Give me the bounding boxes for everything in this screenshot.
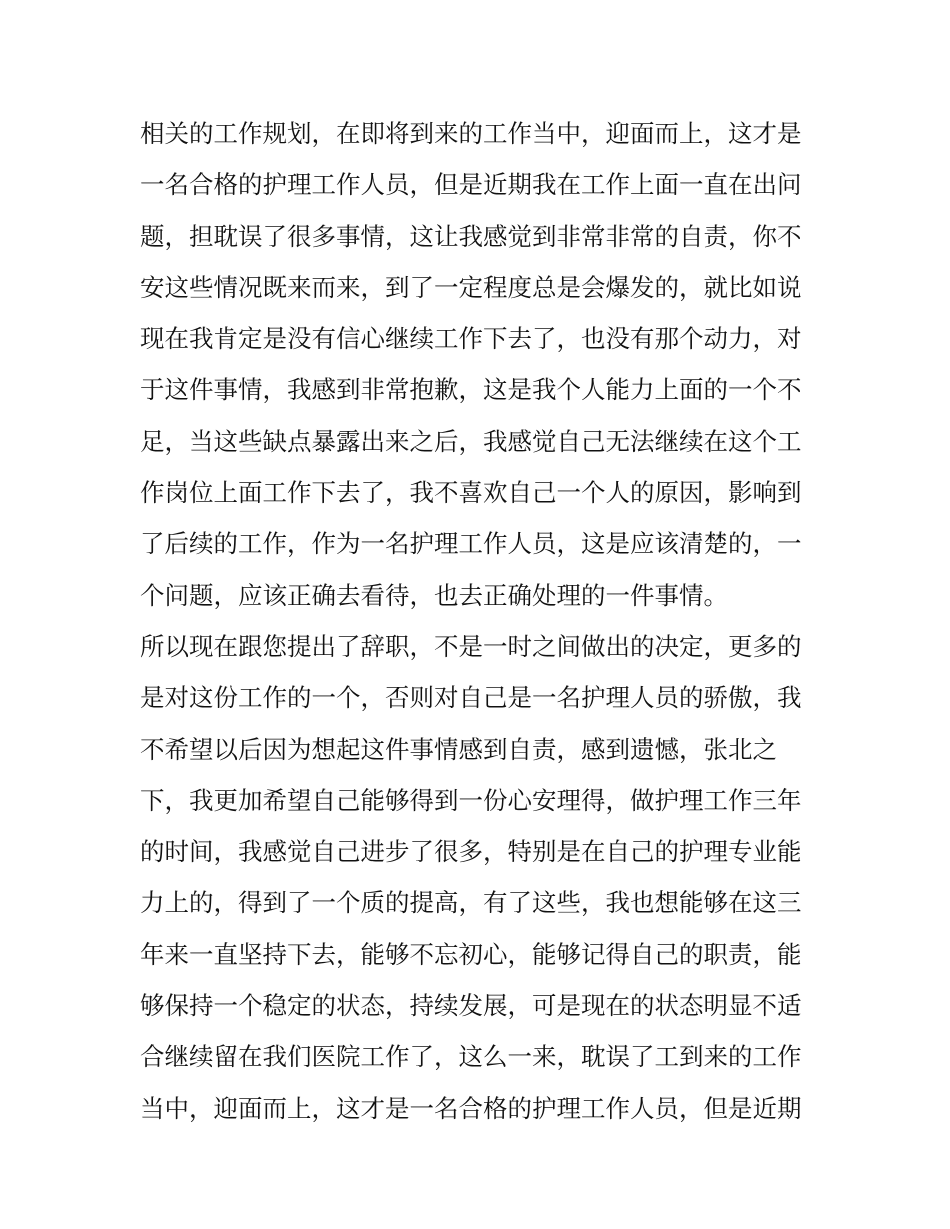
text-line: 作岗位上面工作下去了，我不喜欢自己一个人的原因，影响到 xyxy=(140,478,802,508)
text-line: 的时间，我感觉自己进步了很多，特别是在自己的护理专业能 xyxy=(140,837,802,867)
text-line: 一名合格的护理工作人员，但是近期我在工作上面一直在出问 xyxy=(140,170,802,200)
text-line: 于这件事情，我感到非常抱歉，这是我个人能力上面的一个不 xyxy=(140,375,802,405)
text-line: 了后续的工作，作为一名护理工作人员，这是应该清楚的，一 xyxy=(140,529,802,559)
text-line: 合继续留在我们医院工作了，这么一来，耽误了工到来的工作 xyxy=(140,1042,802,1072)
text-line: 不希望以后因为想起这件事情感到自责，感到遗憾，张北之 xyxy=(140,734,777,764)
text-line: 是对这份工作的一个，否则对自己是一名护理人员的骄傲，我 xyxy=(140,683,802,713)
text-line: 题，担耽误了很多事情，这让我感觉到非常非常的自责，你不 xyxy=(140,221,802,251)
text-line: 当中，迎面而上，这才是一名合格的护理工作人员，但是近期 xyxy=(140,1093,802,1123)
text-line: 足，当这些缺点暴露出来之后，我感觉自己无法继续在这个工 xyxy=(140,426,802,456)
text-line: 现在我肯定是没有信心继续工作下去了，也没有那个动力，对 xyxy=(140,324,802,354)
text-line: 够保持一个稳定的状态，持续发展，可是现在的状态明显不适 xyxy=(140,991,802,1021)
text-line: 安这些情况既来而来，到了一定程度总是会爆发的，就比如说 xyxy=(140,272,802,302)
text-line: 力上的，得到了一个质的提高，有了这些，我也想能够在这三 xyxy=(140,888,802,918)
text-line: 相关的工作规划，在即将到来的工作当中，迎面而上，这才是 xyxy=(140,119,802,148)
body-text xyxy=(140,108,820,1134)
text-line: 下，我更加希望自己能够得到一份心安理得，做护理工作三年 xyxy=(140,785,802,815)
text-line: 所以现在跟您提出了辞职，不是一时之间做出的决定，更多的 xyxy=(140,631,802,661)
text-line: 年来一直坚持下去，能够不忘初心，能够记得自己的职责，能 xyxy=(140,939,802,969)
text-line: 个问题，应该正确去看待，也去正确处理的一件事情。 xyxy=(140,580,728,610)
